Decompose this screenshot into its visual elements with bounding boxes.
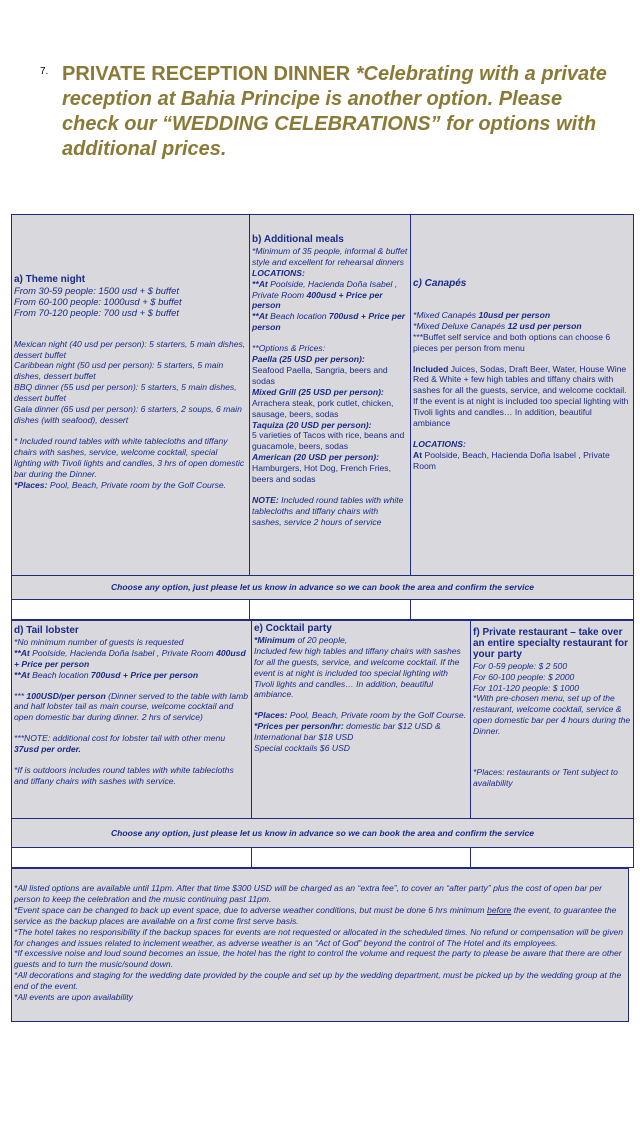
theme-night-price: From 70-120 people: 700 usd + $ buffet bbox=[14, 306, 179, 318]
canapes-buffet: ***Buffet self service and both options can choose 6 pieces per person from menu bbox=[413, 331, 611, 353]
tail-lobster-title: d) Tail lobster bbox=[14, 625, 79, 636]
cocktail-special: Special cocktails $6 USD bbox=[254, 743, 351, 754]
grill-text: Arrachera steak, pork cutlet, chicken, sausage, beers, sodas bbox=[252, 397, 394, 419]
taquiza-text: 5 varieties of Tacos with rice, beans and guacamole, beers, sodas bbox=[252, 430, 405, 452]
theme-night-menu: Caribbean night (50 usd per person): 5 starters, 5 main dishes, dessert buffet bbox=[14, 360, 224, 382]
cocktail-prices: *Prices per person/hr: domestic bar $12 USD & International bar $18 USD bbox=[254, 721, 441, 743]
canapes-cell bbox=[411, 215, 634, 576]
places-text: Pool, Beach, Private room by the Golf Course. bbox=[47, 479, 227, 490]
tail-lobster-price: *** 100USD/per person (Dinner served to the table with lamb and half lobster tail as main course, welcome cocktail and open domestic bar during dinner. 2 hrs of service) bbox=[14, 690, 249, 723]
note-item: *All listed options are available until 11pm. After that time $300 USD will be charged as an “extra fee”, to cover an “after party” plus the cost of open bar per person to keep the celebration and the music continuing past 11pm. bbox=[14, 883, 603, 904]
private-restaurant-price: For 60-100 people: $ 2000 bbox=[473, 671, 575, 682]
choose-note: Choose any option, just please let us know in advance so we can book the area and confirm the service bbox=[12, 576, 634, 600]
options-label: **Options & Prices: bbox=[252, 343, 326, 354]
theme-night-menu: BBQ dinner (55 usd per person): 5 starters, 5 main dishes, dessert buffet bbox=[14, 382, 237, 404]
note-item: *All decorations and staging for the wedding date provided by the couple and set up by the wedding department, must be picked up by the wedding group at the end of the event. bbox=[14, 970, 622, 992]
cocktail-included: Included few high tables and tiffany chairs with sashes for all the guests, service, and welcome cocktail. If the event is at night is included too special lighting with Tivoli lights and candles… In addition, beautiful ambiance. bbox=[254, 645, 461, 700]
additional-meals-cell bbox=[250, 215, 411, 576]
options-table-bottom bbox=[11, 620, 634, 868]
taquiza-label: Taquiza (20 USD per person): bbox=[252, 419, 372, 430]
private-restaurant-price: For 101-120 people: $ 1000 bbox=[473, 682, 580, 693]
canapes-included: Included Juices, Sodas, Draft Beer, Water, House Wine Red & White + few high tables and tiffany chairs with sashes for all the guests, service, and welcome cocktail. If the event is at night is included too special lighting with Tivoli lights and candles… In addition, beautiful ambiance bbox=[413, 363, 629, 429]
cocktail-minimum: *Minimum of 20 people, bbox=[254, 634, 348, 645]
theme-night-menu: Mexican night (40 usd per person): 5 starters, 5 main dishes, dessert buffet bbox=[14, 338, 246, 360]
cocktail-party-title: e) Cocktail party bbox=[254, 623, 332, 634]
additional-meals-minimum: *Minimum of 35 people, informal & buffet style and excellent for rehearsal dinners bbox=[252, 245, 408, 267]
blank-cell bbox=[252, 848, 471, 868]
tail-lobster-note: ***NOTE: additional cost for lobster tail with other menu 37usd per order. bbox=[14, 733, 226, 755]
cocktail-party-cell bbox=[252, 621, 471, 819]
tail-lobster-outdoors: *If is outdoors includes round tables with white tablecloths and tiffany chairs with sashes with service. bbox=[14, 765, 234, 786]
blank-cell bbox=[471, 848, 634, 868]
blank-cell bbox=[250, 600, 411, 620]
private-restaurant-cell bbox=[471, 621, 634, 819]
theme-night-title: a) Theme night bbox=[14, 274, 86, 285]
theme-night-cell bbox=[12, 215, 250, 576]
section-title-main: PRIVATE RECEPTION DINNER bbox=[62, 63, 356, 85]
cocktail-places: *Places: Pool, Beach, Private room by the Golf Course. bbox=[254, 710, 467, 721]
private-restaurant-title: f) Private restaurant – take over an entire specialty restaurant for your party bbox=[473, 627, 629, 660]
tail-lobster-location: **At Poolside, Hacienda Doña Isabel , Private Room 400usd + Price per person bbox=[14, 647, 246, 669]
tail-lobster-location: **At Beach location 700usd + Price per person bbox=[14, 669, 199, 680]
theme-night-menu: Gala dinner (65 usd per person): 6 starters, 2 soups, 6 main dishes (with seafood), dessert bbox=[14, 404, 242, 425]
canapes-title: c) Canapés bbox=[413, 278, 467, 289]
canapes-mixed: *Mixed Canapés 10usd per person bbox=[413, 309, 551, 320]
paella-label: Paella (25 USD per person): bbox=[252, 354, 365, 365]
american-label: American (20 USD per person): bbox=[252, 452, 380, 463]
theme-night-places bbox=[14, 480, 247, 491]
additional-meals-note: NOTE: Included round tables with white tablecloths and tiffany chairs with sashes, service 2 hours of service bbox=[252, 494, 404, 527]
blank-cell bbox=[12, 848, 252, 868]
note-item: *Event space can be changed to back up event space, due to adverse weather conditions, but must be done 6 hrs minimum before the event, to guarantee the service as the backup places are available on a first come first serve basis. bbox=[14, 904, 617, 926]
note-item: *All events are upon availability bbox=[14, 992, 133, 1003]
additional-meals-title: b) Additional meals bbox=[252, 234, 344, 245]
theme-night-included: * Included round tables with white tablecloths and tiffany chairs with sashes, service, welcome cocktail, special lighting with Tivoli lights and candles, 3 hrs of open domestic bar during the Dinner. bbox=[14, 435, 245, 479]
terms-notes bbox=[11, 868, 629, 1022]
additional-meals-location: **At Poolside, Hacienda Doña Isabel , Private Room 400usd + Price per person bbox=[252, 278, 398, 311]
tail-lobster-minimum: *No minimum number of guests is requested bbox=[14, 636, 184, 647]
american-text: Hamburgers, Hot Dog, French Fries, beers and sodas bbox=[252, 463, 391, 485]
canapes-locations: At Poolside, Beach, Hacienda Doña Isabel , Private Room bbox=[413, 449, 610, 471]
places-label: *Places: bbox=[14, 479, 48, 490]
canapes-locations-label: LOCATIONS: bbox=[413, 438, 466, 449]
grill-label: Mixed Grill (25 USD per person): bbox=[252, 386, 384, 397]
private-restaurant-places: *Places: restaurants or Tent subject to availability bbox=[473, 767, 618, 788]
note-item: *If excessive noise and loud sound becomes an issue, the hotel has the right to control the volume and request the party to please be aware that there are other guests and to turn the music/sound down. bbox=[14, 948, 622, 970]
tail-lobster-cell bbox=[12, 621, 252, 819]
theme-night-price: From 30-59 people: 1500 usd + $ buffet bbox=[14, 284, 179, 296]
blank-cell bbox=[12, 600, 250, 620]
canapes-deluxe: *Mixed Deluxe Canapés 12 usd per person bbox=[413, 320, 582, 331]
note-item: *The hotel takes no responsibility if the backup spaces for events are not requested or allocated in the scheduled times. No refund or compensation will be given for changes and issues related to inclement weather, as adverse weather is an “Act of God” beyond the control of The Hotel and its employees. bbox=[14, 926, 624, 948]
section-number: 7. bbox=[40, 66, 49, 77]
paella-text: Seafood Paella, Sangria, beers and sodas bbox=[252, 364, 388, 386]
additional-meals-locations-label: LOCATIONS: bbox=[252, 267, 305, 278]
private-restaurant-price: For 0-59 people: $ 2 500 bbox=[473, 660, 568, 671]
section-title bbox=[62, 62, 622, 162]
additional-meals-location: **At Beach location 700usd + Price per person bbox=[252, 311, 406, 333]
private-restaurant-menu: *With pre-chosen menu, set up of the restaurant, welcome cocktail, service & open domestic bar per 4 hours during the Dinner. bbox=[473, 693, 631, 737]
choose-note: Choose any option, just please let us know in advance so we can book the area and confirm the service bbox=[12, 819, 634, 848]
blank-cell bbox=[411, 600, 634, 620]
section-title-description: *Celebrating with a private reception at Bahia Principe is another option. Please check our “WEDDING CELEBRATIONS” for options with additional prices. bbox=[62, 63, 607, 160]
theme-night-price: From 60-100 people: 1000usd + $ buffet bbox=[14, 295, 182, 307]
options-table-top bbox=[11, 214, 634, 620]
